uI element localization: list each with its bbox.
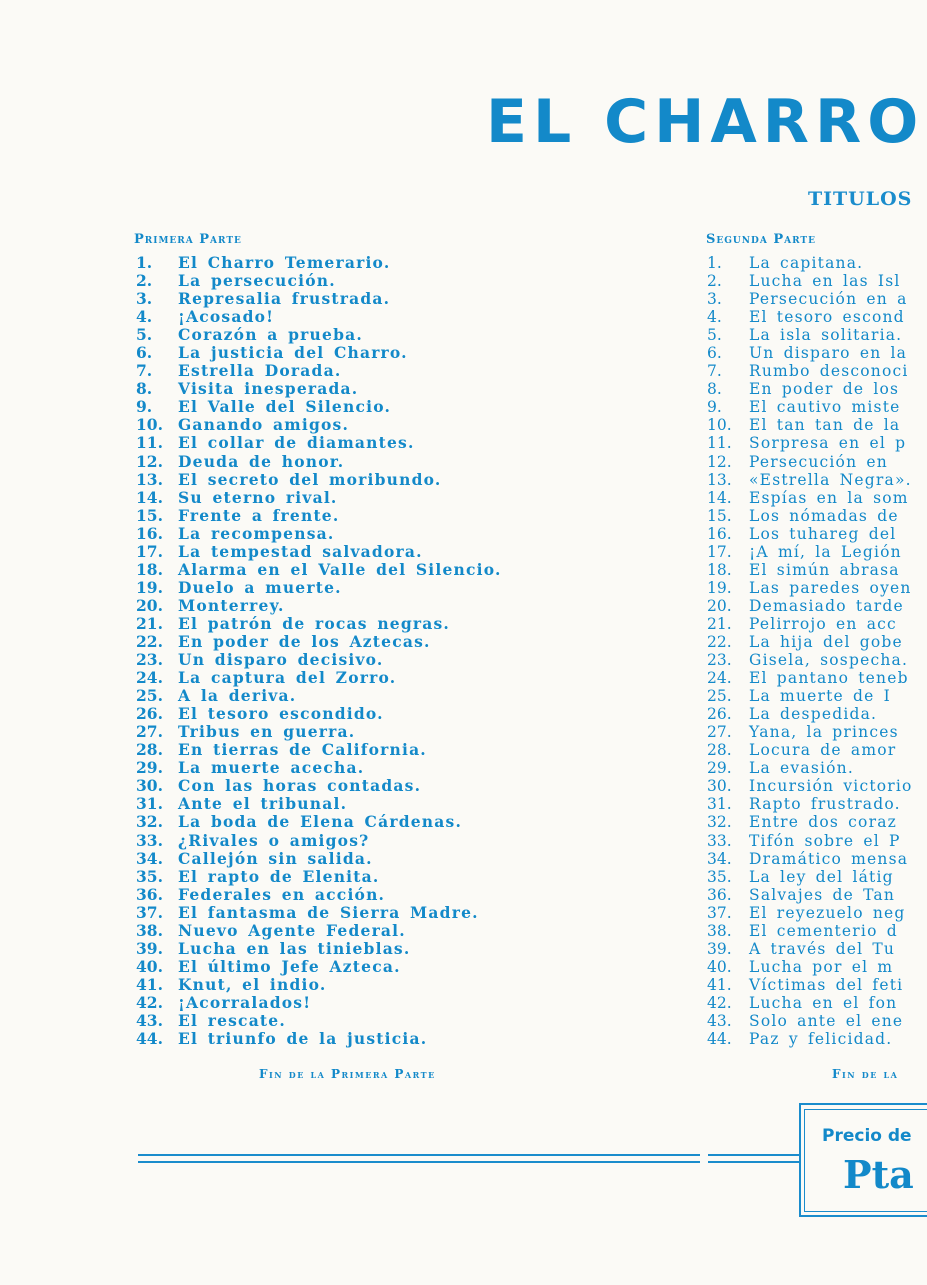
item-title: Rumbo desconoci <box>749 362 909 381</box>
item-number: 8. <box>707 380 722 399</box>
title-list-item <box>703 813 927 831</box>
item-number: 2. <box>136 271 153 291</box>
item-title: La isla solitaria. <box>749 326 903 345</box>
item-title: Incursión victorio <box>749 777 913 796</box>
title-list-item <box>703 489 927 507</box>
part2-heading: Segunda Parte <box>706 232 816 247</box>
item-title: El tesoro escond <box>749 308 905 327</box>
item-title: El tesoro escondido. <box>178 704 384 724</box>
title-list-item <box>132 525 552 543</box>
title-list-item <box>132 832 552 850</box>
item-title: Represalia frustrada. <box>178 289 391 309</box>
title-list-item <box>703 886 927 904</box>
item-number: 29. <box>136 758 163 778</box>
item-number: 36. <box>136 884 163 904</box>
title-list-item <box>132 507 552 525</box>
item-number: 21. <box>136 613 163 633</box>
item-title: La ley del látig <box>749 867 894 886</box>
item-number: 4. <box>707 308 722 327</box>
item-number: 10. <box>707 416 732 435</box>
title-list-item <box>132 543 552 561</box>
item-title: El cementerio d <box>749 921 898 940</box>
item-number: 19. <box>707 578 732 597</box>
item-title: Lucha en el fon <box>749 993 898 1012</box>
title-list-item <box>703 669 927 687</box>
item-title: La justicia del Charro. <box>178 343 408 363</box>
item-title: La captura del Zorro. <box>178 668 397 688</box>
item-number: 21. <box>707 614 732 633</box>
item-number: 32. <box>707 813 732 832</box>
item-number: 35. <box>136 866 163 886</box>
title-list-item <box>132 1030 552 1048</box>
item-title: Corazón a prueba. <box>178 325 363 345</box>
item-number: 9. <box>136 397 153 417</box>
price-currency: Pta <box>843 1152 914 1197</box>
item-number: 22. <box>707 632 732 651</box>
title-list-item <box>703 723 927 741</box>
item-number: 32. <box>136 812 163 832</box>
item-title: El pantano teneb <box>749 669 909 688</box>
item-number: 40. <box>707 957 732 976</box>
item-number: 16. <box>136 523 163 543</box>
item-number: 1. <box>136 253 153 272</box>
item-number: 3. <box>136 289 153 309</box>
item-title: Tifón sobre el P <box>749 831 901 850</box>
item-number: 31. <box>707 795 732 814</box>
item-number: 11. <box>136 433 163 453</box>
item-title: La recompensa. <box>178 523 335 543</box>
item-title: Callejón sin salida. <box>178 848 373 868</box>
title-list-item <box>703 344 927 362</box>
title-list-item <box>132 669 552 687</box>
title-list-item <box>703 795 927 813</box>
item-title: El patrón de rocas negras. <box>178 613 451 633</box>
part2-title-list <box>703 254 927 1048</box>
item-title: Pelirrojo en acc <box>749 614 897 633</box>
title-list-item <box>703 976 927 994</box>
title-list-item <box>132 777 552 795</box>
item-title: Federales en acción. <box>178 884 386 904</box>
title-list-item <box>703 1012 927 1030</box>
item-number: 33. <box>136 830 163 850</box>
item-number: 6. <box>136 343 153 363</box>
title-list-item <box>703 741 927 759</box>
title-list-item <box>703 633 927 651</box>
item-title: Lucha en las tinieblas. <box>178 938 411 958</box>
title-list-item <box>703 994 927 1012</box>
title-list-item <box>703 759 927 777</box>
item-title: La muerte de I <box>749 687 891 706</box>
item-title: La capitana. <box>749 254 864 272</box>
item-title: La despedida. <box>749 705 878 724</box>
title-list-item <box>132 958 552 976</box>
title-list-item <box>132 976 552 994</box>
item-title: Rapto frustrado. <box>749 795 901 814</box>
item-number: 23. <box>707 651 732 670</box>
item-title: ¡Acosado! <box>178 307 275 327</box>
title-list-item <box>703 1030 927 1048</box>
title-list-item <box>703 777 927 795</box>
title-list-item <box>132 254 552 272</box>
item-number: 30. <box>707 777 732 796</box>
item-number: 44. <box>136 1029 163 1049</box>
page-subtitle: TITULOS <box>808 188 913 210</box>
item-title: Las paredes oyen <box>749 578 912 597</box>
item-number: 30. <box>136 776 163 796</box>
title-list-item <box>132 868 552 886</box>
part1-title-list <box>132 254 552 1048</box>
title-list-item <box>132 651 552 669</box>
item-number: 7. <box>707 362 722 381</box>
item-title: Paz y felicidad. <box>749 1030 893 1049</box>
title-list-item <box>132 453 552 471</box>
item-title: Dramático mensa <box>749 849 909 868</box>
item-number: 4. <box>136 307 153 327</box>
item-title: Persecución en a <box>749 290 908 309</box>
title-list-item <box>132 922 552 940</box>
title-list-item <box>703 922 927 940</box>
item-number: 16. <box>707 524 732 543</box>
title-list-item <box>703 398 927 416</box>
item-title: Lucha por el m <box>749 957 894 976</box>
item-number: 44. <box>707 1030 732 1049</box>
item-title: Nuevo Agente Federal. <box>178 920 406 940</box>
item-title: Lucha en las Isl <box>749 272 901 291</box>
title-list-item <box>132 434 552 452</box>
title-list-item <box>132 380 552 398</box>
title-list-item <box>703 705 927 723</box>
item-title: Su eterno rival. <box>178 487 338 507</box>
item-title: La evasión. <box>749 759 854 778</box>
item-title: En poder de los Aztecas. <box>178 631 431 651</box>
title-list-item <box>132 489 552 507</box>
title-list-item <box>703 687 927 705</box>
title-list-item <box>703 326 927 344</box>
item-title: El rescate. <box>178 1010 286 1030</box>
item-title: Víctimas del feti <box>749 975 904 994</box>
item-number: 25. <box>707 687 732 706</box>
title-list-item <box>132 561 552 579</box>
title-list-item <box>703 561 927 579</box>
item-number: 1. <box>707 254 722 272</box>
item-title: Ganando amigos. <box>178 415 350 435</box>
title-list-item <box>703 958 927 976</box>
item-number: 11. <box>707 434 732 453</box>
item-number: 26. <box>136 704 163 724</box>
page-title: EL CHARRO <box>486 87 925 157</box>
title-list-item <box>132 994 552 1012</box>
title-list-item <box>703 416 927 434</box>
item-title: El Charro Temerario. <box>178 253 391 272</box>
item-title: La persecución. <box>178 271 336 291</box>
item-title: El último Jefe Azteca. <box>178 956 401 976</box>
title-list-item <box>132 344 552 362</box>
item-title: Un disparo decisivo. <box>178 650 384 670</box>
item-number: 26. <box>707 705 732 724</box>
item-title: La muerte acecha. <box>178 758 365 778</box>
item-number: 13. <box>136 469 163 489</box>
item-number: 3. <box>707 290 722 309</box>
title-list-item <box>132 416 552 434</box>
item-title: ¿Rivales o amigos? <box>178 830 370 850</box>
item-number: 43. <box>707 1011 732 1030</box>
title-list-item <box>703 272 927 290</box>
price-label: Precio de <box>822 1126 912 1146</box>
title-list-item <box>703 579 927 597</box>
item-number: 41. <box>136 974 163 994</box>
title-list-item <box>132 904 552 922</box>
item-number: 37. <box>707 903 732 922</box>
item-title: Estrella Dorada. <box>178 361 342 381</box>
item-title: A la deriva. <box>178 686 297 706</box>
item-number: 12. <box>136 451 163 471</box>
item-number: 5. <box>136 325 153 345</box>
title-list-item <box>132 308 552 326</box>
title-list-item <box>132 741 552 759</box>
item-title: A través del Tu <box>749 939 896 958</box>
item-title: Gisela, sospecha. <box>749 651 909 670</box>
item-title: Solo ante el ene <box>749 1011 904 1030</box>
item-number: 8. <box>136 379 153 399</box>
item-title: ¡Acorralados! <box>178 992 312 1012</box>
item-title: En tierras de California. <box>178 740 427 760</box>
title-list-item <box>132 326 552 344</box>
item-number: 12. <box>707 452 732 471</box>
title-list-item <box>703 434 927 452</box>
title-list-item <box>132 272 552 290</box>
item-title: Ante el tribunal. <box>178 794 348 814</box>
item-number: 38. <box>707 921 732 940</box>
item-title: Knut, el indio. <box>178 974 327 994</box>
item-title: Los tuhareg del <box>749 524 897 543</box>
title-list-item <box>132 850 552 868</box>
title-list-item <box>703 453 927 471</box>
title-list-item <box>132 471 552 489</box>
item-title: Un disparo en la <box>749 344 908 363</box>
item-number: 17. <box>136 541 163 561</box>
item-number: 28. <box>707 741 732 760</box>
title-list-item <box>703 615 927 633</box>
item-title: El fantasma de Sierra Madre. <box>178 902 479 922</box>
item-number: 24. <box>707 669 732 688</box>
title-list-item <box>703 832 927 850</box>
item-number: 27. <box>136 722 163 742</box>
item-title: Con las horas contadas. <box>178 776 422 796</box>
item-title: El collar de diamantes. <box>178 433 415 453</box>
item-number: 39. <box>136 938 163 958</box>
title-list-item <box>132 795 552 813</box>
item-number: 33. <box>707 831 732 850</box>
item-number: 6. <box>707 344 722 363</box>
item-title: ¡A mí, la Legión <box>749 542 902 561</box>
item-title: Persecución en <box>749 452 888 471</box>
item-title: Frente a frente. <box>178 505 340 525</box>
title-list-item <box>132 723 552 741</box>
title-list-item <box>703 308 927 326</box>
part1-end-note: Fin de la Primera Parte <box>259 1067 436 1081</box>
item-number: 27. <box>707 723 732 742</box>
item-number: 15. <box>136 505 163 525</box>
title-list-item <box>132 579 552 597</box>
item-number: 18. <box>136 559 163 579</box>
item-title: Duelo a muerte. <box>178 577 342 597</box>
item-title: Tribus en guerra. <box>178 722 356 742</box>
item-number: 18. <box>707 560 732 579</box>
item-number: 20. <box>707 596 732 615</box>
title-list-item <box>132 940 552 958</box>
item-title: El Valle del Silencio. <box>178 397 392 417</box>
title-list-item <box>703 254 927 272</box>
item-number: 20. <box>136 595 163 615</box>
item-number: 34. <box>707 849 732 868</box>
title-list-item <box>132 886 552 904</box>
item-number: 31. <box>136 794 163 814</box>
item-title: El simún abrasa <box>749 560 900 579</box>
item-number: 42. <box>136 992 163 1012</box>
item-number: 42. <box>707 993 732 1012</box>
title-list-item <box>703 651 927 669</box>
part1-heading: Primera Parte <box>134 232 242 247</box>
item-number: 15. <box>707 506 732 525</box>
item-number: 7. <box>136 361 153 381</box>
item-number: 37. <box>136 902 163 922</box>
item-title: El reyezuelo neg <box>749 903 906 922</box>
item-title: Sorpresa en el p <box>749 434 907 453</box>
title-list-item <box>703 904 927 922</box>
item-title: El tan tan de la <box>749 416 901 435</box>
item-number: 28. <box>136 740 163 760</box>
item-title: Demasiado tarde <box>749 596 904 615</box>
item-title: «Estrella Negra». <box>749 470 912 489</box>
title-list-item <box>132 633 552 651</box>
title-list-item <box>703 471 927 489</box>
item-number: 25. <box>136 686 163 706</box>
item-title: El secreto del moribundo. <box>178 469 442 489</box>
item-number: 19. <box>136 577 163 597</box>
item-title: En poder de los <box>749 380 900 399</box>
title-list-item <box>703 850 927 868</box>
item-number: 38. <box>136 920 163 940</box>
title-list-item <box>703 543 927 561</box>
item-number: 2. <box>707 272 722 291</box>
item-title: El triunfo de la justicia. <box>178 1029 428 1049</box>
item-number: 35. <box>707 867 732 886</box>
item-number: 10. <box>136 415 163 435</box>
item-title: Alarma en el Valle del Silencio. <box>178 559 502 579</box>
title-list-item <box>703 290 927 308</box>
title-list-item <box>132 362 552 380</box>
item-number: 29. <box>707 759 732 778</box>
item-number: 36. <box>707 885 732 904</box>
item-number: 41. <box>707 975 732 994</box>
item-title: Yana, la princes <box>749 723 899 742</box>
rule-break <box>700 1150 708 1166</box>
title-list-item <box>703 597 927 615</box>
item-title: El cautivo miste <box>749 398 901 417</box>
item-number: 9. <box>707 398 722 417</box>
item-number: 17. <box>707 542 732 561</box>
item-number: 5. <box>707 326 722 345</box>
item-number: 43. <box>136 1010 163 1030</box>
title-list-item <box>703 940 927 958</box>
title-list-item <box>703 507 927 525</box>
item-title: La hija del gobe <box>749 632 903 651</box>
item-number: 13. <box>707 470 732 489</box>
title-list-item <box>132 398 552 416</box>
item-title: El rapto de Elenita. <box>178 866 380 886</box>
item-title: Visita inesperada. <box>178 379 359 399</box>
title-list-item <box>132 290 552 308</box>
item-title: La tempestad salvadora. <box>178 541 423 561</box>
item-title: Deuda de honor. <box>178 451 345 471</box>
item-number: 39. <box>707 939 732 958</box>
item-title: La boda de Elena Cárdenas. <box>178 812 463 832</box>
item-title: Monterrey. <box>178 595 285 615</box>
item-title: Entre dos coraz <box>749 813 897 832</box>
item-number: 23. <box>136 650 163 670</box>
item-number: 34. <box>136 848 163 868</box>
item-number: 14. <box>707 488 732 507</box>
title-list-item <box>703 380 927 398</box>
item-title: Locura de amor <box>749 741 897 760</box>
title-list-item <box>132 687 552 705</box>
item-number: 22. <box>136 631 163 651</box>
item-number: 40. <box>136 956 163 976</box>
title-list-item <box>703 362 927 380</box>
title-list-item <box>132 615 552 633</box>
part2-end-note: Fin de la <box>832 1067 899 1081</box>
item-number: 24. <box>136 668 163 688</box>
item-title: Los nómadas de <box>749 506 899 525</box>
title-list-item <box>132 813 552 831</box>
title-list-item <box>703 525 927 543</box>
item-title: Salvajes de Tan <box>749 885 896 904</box>
title-list-item <box>132 1012 552 1030</box>
title-list-item <box>132 597 552 615</box>
title-list-item <box>132 759 552 777</box>
item-title: Espías en la som <box>749 488 909 507</box>
item-number: 14. <box>136 487 163 507</box>
title-list-item <box>132 705 552 723</box>
title-list-item <box>703 868 927 886</box>
